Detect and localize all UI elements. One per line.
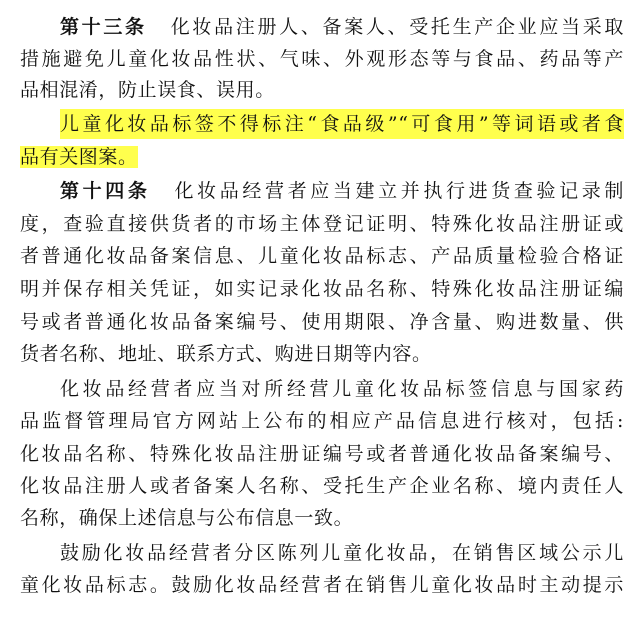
line-text xyxy=(20,213,624,235)
line-content: 童化妆品标志。鼓励化妆品经营者在销售儿童化妆品时主动提示 xyxy=(20,574,624,596)
text-line xyxy=(60,12,624,42)
line-content: 措施避免儿童化妆品性状、气味、外观形态等与食品、药品等产 xyxy=(20,48,624,70)
text-line xyxy=(20,307,624,337)
line-content: 化妆品注册人或者备案人名称、受托生产企业名称、境内责任人 xyxy=(20,475,624,497)
line-text xyxy=(20,278,624,300)
text-line xyxy=(20,209,624,239)
article-number: 第十三条 xyxy=(60,16,147,38)
line-text xyxy=(20,443,624,465)
line-content: 品有关图案。 xyxy=(20,146,138,168)
text-line xyxy=(20,406,624,436)
highlighted-text xyxy=(60,113,624,135)
line-text xyxy=(20,507,353,529)
line-text xyxy=(20,311,624,333)
line-content: 者普通化妆品备案信息、儿童化妆品标志、产品质量检验合格证 xyxy=(20,245,624,267)
text-line xyxy=(20,44,624,74)
article-number: 第十四条 xyxy=(60,180,151,202)
line-text xyxy=(60,378,624,400)
line-text xyxy=(20,343,432,365)
text-line xyxy=(20,503,624,533)
line-content: 化妆品名称、特殊化妆品注册证编号或者普通化妆品备案编号、 xyxy=(20,443,624,465)
line-content: 品相混淆，防止误食、误用。 xyxy=(20,79,275,101)
line-content: 鼓励化妆品经营者分区陈列儿童化妆品，在销售区域公示儿 xyxy=(60,542,624,564)
text-line xyxy=(60,109,624,139)
text-line xyxy=(20,471,624,501)
line-content: 化妆品注册人、备案人、受托生产企业应当采取 xyxy=(170,16,624,38)
text-line xyxy=(60,176,624,206)
line-content: 号或者普通化妆品备案编号、使用期限、净含量、购进数量、供 xyxy=(20,311,624,333)
line-content: 品监督管理局官方网站上公布的相应产品信息进行核对，包括: xyxy=(20,410,624,432)
line-text xyxy=(20,574,624,596)
line-content: 化妆品经营者应当建立并执行进货查验记录制 xyxy=(174,180,624,202)
line-text xyxy=(20,410,624,432)
text-line xyxy=(20,241,624,271)
line-text xyxy=(60,542,624,564)
text-line xyxy=(20,339,624,369)
line-text xyxy=(20,245,624,267)
line-content: 化妆品经营者应当对所经营儿童化妆品标签信息与国家药 xyxy=(60,378,624,400)
line-text xyxy=(20,79,275,101)
line-text xyxy=(171,16,624,38)
line-content: 货者名称、地址、联系方式、购进日期等内容。 xyxy=(20,343,432,365)
line-content: 儿童化妆品标签不得标注“食品级”“可食用”等词语或者食 xyxy=(60,113,624,135)
line-content: 名称，确保上述信息与公布信息一致。 xyxy=(20,507,354,529)
text-line xyxy=(20,570,624,600)
line-content: 度，查验直接供货者的市场主体登记证明、特殊化妆品注册证或 xyxy=(20,213,624,235)
line-text xyxy=(20,48,624,70)
line-content: 明并保存相关凭证，如实记录化妆品名称、特殊化妆品注册证编 xyxy=(20,278,624,300)
line-text xyxy=(20,475,624,497)
text-line xyxy=(20,142,624,172)
highlighted-text xyxy=(20,146,138,168)
text-line xyxy=(20,439,624,469)
text-line xyxy=(60,538,624,568)
text-line xyxy=(20,274,624,304)
line-text xyxy=(175,180,624,202)
text-line xyxy=(20,75,624,105)
text-line xyxy=(60,374,624,404)
